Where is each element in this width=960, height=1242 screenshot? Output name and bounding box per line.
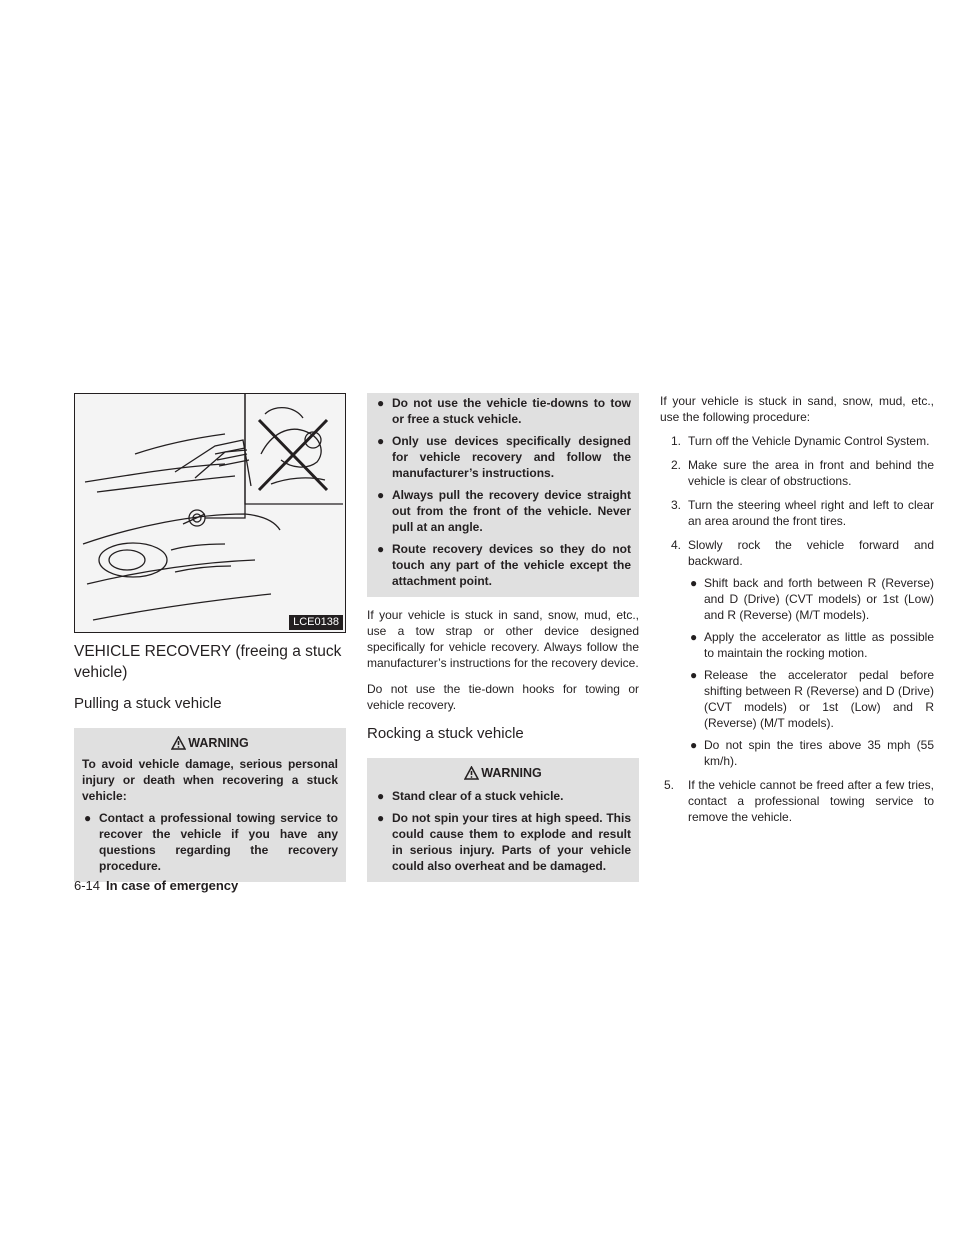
rocking-intro: If your vehicle is stuck in sand, snow, mud, etc., use the following procedure: [660,394,934,424]
bullet: ● [690,668,698,682]
page-footer [74,878,238,894]
step-item: 3. Turn the steering wheel right and left to clear an area around the front tires. [671,498,934,528]
bullet: ● [377,789,385,803]
column-1 [74,393,346,882]
warning-intro: To avoid vehicle damage, serious personal injury or death when recovering a stuck vehicle: [82,757,338,803]
bullet: ● [377,434,385,448]
list-item: ● Do not use the vehicle tie-downs to tow or free a stuck vehicle. [377,396,631,426]
bullet: ● [690,630,698,644]
list-item: ● Do not spin your tires at high speed. This could cause them to explode and result in serious injury. Parts of your vehicle could also overheat and be damaged. [377,811,631,873]
step-item: 4. Slowly rock the vehicle forward and backward. ● Shift back and forth between R (Reverse) and D (Drive) (CVT models) or 1st (Low) and R (Reverse) (M/T models). ● Apply the accelerator as little as possible to maintain the rocking motion. ● Release the accelerator pedal before shifting between R (Reverse) and D (Drive) (CVT models) or 1st (Low) and R (Reverse) (M/T models). ● Do not spin the tires above 35 mph (55 km/h). [671,538,934,768]
figure-code: LCE0138 [289,615,343,630]
step-item: 1. Turn off the Vehicle Dynamic Control System. [671,434,930,448]
bullet: ● [690,576,698,590]
step-4-bullets [688,575,934,769]
warning-triangle-icon [464,766,479,780]
warning-triangle-icon [171,736,186,750]
rocking-subheading: Rocking a stuck vehicle [367,725,524,742]
pulling-body-1: If your vehicle is stuck in sand, snow, mud, etc., use a tow strap or other device designed specifically for vehicle recovery. Always follow the manufacturer’s instructions for the recovery device. [367,608,639,670]
bullet: ● [377,396,385,410]
step-item: 5. If the vehicle cannot be freed after a few tries, contact a professional towing service to remove the vehicle. [664,778,934,824]
bullet: ● [690,738,698,752]
pulling-warning-continued [367,393,639,597]
rocking-warning-box [367,758,639,882]
warning-label: WARNING [188,736,249,750]
column-3 [660,393,934,825]
list-item: ● Only use devices specifically designed for vehicle recovery and follow the manufacturer’s instructions. [377,434,631,480]
rocking-steps [660,433,934,825]
step-item: 2. Make sure the area in front and behind the vehicle is clear of obstructions. [671,458,934,488]
warning-label: WARNING [481,766,542,780]
list-item: ● Release the accelerator pedal before shifting between R (Reverse) and D (Drive) (CVT models) or 1st (Low) and R (Reverse) (M/T models). [690,668,934,730]
front-bumper-drawing [75,394,344,631]
list-item: ● Apply the accelerator as little as possible to maintain the rocking motion. [690,630,934,660]
list-item: ● Shift back and forth between R (Reverse) and D (Drive) (CVT models) or 1st (Low) and R (Reverse) (M/T models). [690,576,934,622]
list-item: ● Always pull the recovery device straight out from the front of the vehicle. Never pull at an angle. [377,488,631,534]
list-item: ● Stand clear of a stuck vehicle. [377,789,564,803]
pulling-warning-list-cont [375,395,631,589]
page-number: 6-14 [74,878,101,893]
recovery-hook-illustration [74,393,346,633]
pulling-body-2: Do not use the tie-down hooks for towing or vehicle recovery. [367,682,639,712]
list-item: ● Do not spin the tires above 35 mph (55 km/h). [690,738,934,768]
chapter-title: In case of emergency [106,878,239,893]
column-2 [367,393,639,882]
warning-header [82,734,338,752]
pulling-subheading: Pulling a stuck vehicle [74,695,222,712]
list-item: ● Route recovery devices so they do not touch any part of the vehicle except the attachment point. [377,542,631,588]
pulling-warning-list [82,810,338,874]
section-title: VEHICLE RECOVERY (freeing a stuck vehicle) [74,643,342,681]
bullet: ● [377,488,385,502]
bullet: ● [377,811,385,825]
bullet: ● [377,542,385,556]
warning-header [375,764,631,782]
pulling-warning-box [74,728,346,882]
bullet: ● [84,811,92,825]
rocking-warning-list [375,788,631,874]
list-item: ● Contact a professional towing service to recover the vehicle if you have any questions regarding the recovery procedure. [84,811,338,873]
